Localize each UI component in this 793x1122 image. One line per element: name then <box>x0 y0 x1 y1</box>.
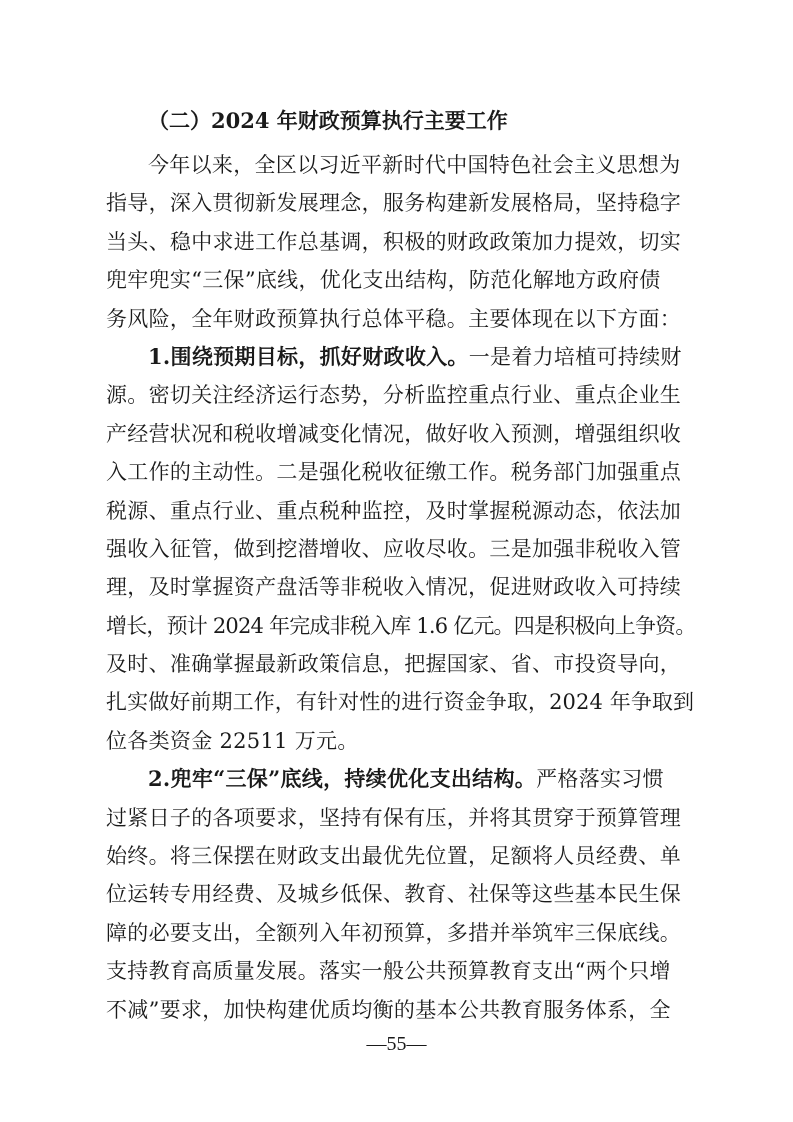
paragraph-line: 理，及时掌握资产盘活等非税收入情况，促进财政收入可持续 <box>106 575 682 600</box>
paragraph-line: 及时、准确掌握最新政策信息，把握国家、省、市投资导向， <box>106 652 682 677</box>
paragraph-line: 税源、重点行业、重点税种监控，及时掌握税源动态，依法加 <box>106 498 682 523</box>
paragraph-line: 强收入征管，做到挖潜增收、应收尽收。三是加强非税收入管 <box>106 536 682 561</box>
item-2-title: 2.兜牢“三保”底线，持续优化支出结构。 <box>148 766 537 792</box>
body-text <box>106 146 696 1029</box>
paragraph-line: 始终。将三保摆在财政支出最优先位置，足额将人员经费、单 <box>106 844 682 869</box>
paragraph-line: 障的必要支出，全额列入年初预算，多措并举筑牢三保底线。 <box>106 920 682 945</box>
item-2-first-line <box>106 760 696 798</box>
paragraph-line: 入工作的主动性。二是强化税收征缴工作。税务部门加强重点 <box>106 460 682 485</box>
page-number: —55— <box>366 1033 427 1055</box>
paragraph-line: 扎实做好前期工作，有针对性的进行资金争取，2024 年争取到 <box>106 690 695 715</box>
paragraph-line: 增长，预计 2024 年完成非税入库 1.6 亿元。四是积极向上争资。 <box>106 613 696 638</box>
paragraph-line: 支持教育高质量发展。落实一般公共预算教育支出“两个只增 <box>106 959 671 984</box>
paragraph-line: 产经营状况和税收增减变化情况，做好收入预测，增强组织收 <box>106 421 682 446</box>
paragraph-line: 过紧日子的各项要求，坚持有保有压，并将其贯穿于预算管理 <box>106 805 682 830</box>
paragraph-line: 源。密切关注经济运行态势，分析监控重点行业、重点企业生 <box>106 383 682 408</box>
paragraph-line: 今年以来，全区以习近平新时代中国特色社会主义思想为 <box>148 153 681 177</box>
paragraph-line: 兜牢兜实“三保”底线，优化支出结构，防范化解地方政府债 <box>106 268 661 293</box>
paragraph-line: 位运转专用经费、及城乡低保、教育、社保等这些基本民生保 <box>106 882 682 907</box>
section-heading: （二）2024 年财政预算执行主要工作 <box>148 108 508 133</box>
paragraph-line: 当头、稳中求进工作总基调，积极的财政政策加力提效，切实 <box>106 229 682 254</box>
paragraph-line: 指导，深入贯彻新发展理念，服务构建新发展格局，坚持稳字 <box>106 191 682 216</box>
item-2-first-line-text: 严格落实习惯 <box>536 767 664 792</box>
paragraph-line: 不减”要求，加快构建优质均衡的基本公共教育服务体系，全 <box>106 997 671 1022</box>
paragraph-line: 位各类资金 22511 万元。 <box>106 728 359 753</box>
item-1-title: 1.围绕预期目标，抓好财政收入。 <box>148 343 469 369</box>
paragraph-line: 务风险，全年财政预算执行总体平稳。主要体现在以下方面： <box>106 306 682 331</box>
item-1-first-line-text: 一是着力培植可持续财 <box>468 344 682 369</box>
item-1-first-line <box>106 338 696 376</box>
